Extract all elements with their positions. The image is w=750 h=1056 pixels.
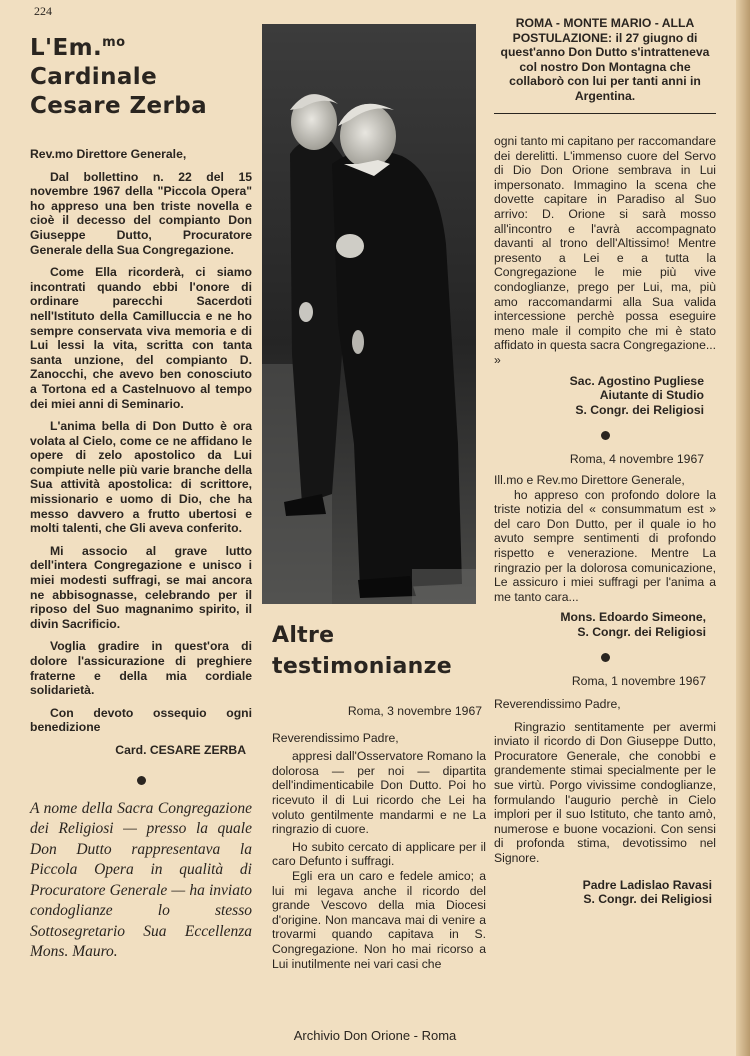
- signature-line: S. Congr. dei Religiosi: [577, 624, 706, 639]
- archive-footer: Archivio Don Orione - Roma: [293, 1028, 457, 1043]
- letter-date: Roma, 3 novembre 1967: [347, 704, 482, 718]
- letter-paragraph: Dal bollettino n. 22 del 15 novembre 1967 della "Piccola Opera" ho appreso una ben triste novella e cioè il decesso del compianto Don Giuseppe Dutto, Procuratore Generale della Sua Congregazione.: [30, 169, 252, 257]
- letter-salutation: Rev.mo Direttore Generale,: [30, 147, 187, 161]
- separator-dot: [137, 776, 146, 785]
- signature-line: Mons. Edoardo Simeone,: [560, 610, 706, 625]
- column-left: [30, 28, 252, 963]
- letter-date: Roma, 4 novembre 1967: [569, 452, 704, 467]
- photo-caption: ROMA - MONTE MARIO - ALLA POSTULAZIONE: il 27 giugno di quest'anno Don Dutto s'intratteneva col nostro Don Montagna che collaborò con lui per tanti anni in Argentina.: [500, 16, 710, 103]
- column-middle: [272, 620, 486, 971]
- letter-paragraph: Come Ella ricorderà, ci siamo incontrati quando ebbi l'onore di ordinare parecchi Sacerdoti nell'Istituto della Camilluccia e ne ho sempre conservata viva memoria e di Lui lessi la vita, scritta con tanta santa unzione, del compianto D. Zanocchi, che avevo ben conosciuto a Tortona ed a Castelnuovo al tempo dei miei anni di Seminario.: [30, 265, 252, 411]
- signature-line: Padre Ladislao Ravasi: [582, 877, 712, 892]
- separator-dot: [601, 431, 610, 440]
- letter-paragraph: Ho subito cercato di applicare per il caro Defunto i suffragi.: [272, 839, 486, 869]
- letter-paragraph: Egli era un caro e fedele amico; a lui mi legava anche il ricordo del grande Vescovo della mia Diocesi d'origine. Non mancava mai di venire a trovarmi quando capitava in S. Congregazione. Non ho mai ricorso a Lui inutilmente nei vari casi che: [272, 868, 486, 971]
- letter-signature: Card. CESARE ZERBA: [115, 742, 246, 757]
- letter-paragraph: ogni tanto mi capitano per raccomandare dei derelitti. L'immenso cuore del Servo di Dio Don Orione sembrava in Lui impersonato. Immagino la scena che dovette capitare in Paradiso al Suo arrivo: D. Orione si sarà mosso all'incontro e l'avrà accompagnato davanti al trono dell'Altissimo! Mentre presento a Lei e a tutta la Congregazione le mie più vive condoglianze, prego per Lui, ma, più amo raccomandarmi alla Sua valida intercessione perchè possa eseguire meno male il compito che mi è stato affidato in questa sacra Congregazione... »: [494, 134, 717, 367]
- letter-paragraph: appresi dall'Osservatore Romano la dolorosa — per noi — dipartita dell'indimenticabile Don Dutto. Poi ho ricevuto il di Lui ricordo che Lei ha voluto gentilmente mandarmi e ne La ringrazio di cuore.: [272, 749, 486, 837]
- italic-note: A nome della Sacra Congregazione dei Religiosi — presso la quale Don Dutto rappresentava la Piccola Opera in qualità di Procuratore Generale — ha inviato condoglianze lo stesso Sottosegretario Sua Eccellenza Mons. Mauro.: [30, 799, 252, 961]
- signature-line: S. Congr. dei Religiosi: [575, 402, 704, 417]
- letter-salutation: Reverendissimo Padre,: [272, 730, 399, 745]
- letter-paragraph: ho appreso con profondo dolore la triste notizia del « consummatum est » del caro Don Dutto, per il quale io ho avuto sempre sentimenti di profondo rispetto e venerazione. Mentre La ringrazio per la dolorosa comunicazione, Le assicuro i miei suffragi per l'anima a me tanto cara...: [494, 487, 716, 604]
- page-edge: [736, 0, 750, 1056]
- signature-line: Aiutante di Studio: [599, 388, 704, 403]
- page-number: 224: [34, 4, 52, 18]
- signature-line: Sac. Agostino Pugliese: [569, 373, 704, 388]
- letter-salutation: Ill.mo e Rev.mo Direttore Generale,: [494, 472, 685, 487]
- section-title: Altre testimonianze: [272, 623, 452, 679]
- column-right: [494, 16, 716, 907]
- letter-paragraph: Mi associo al grave lutto dell'intera Congregazione e unisco i miei modesti suffragi, se mai ancora ne abbisognasse, celebrando per il riposo del Suo magnanimo spirito, il divin Sacrificio.: [30, 543, 252, 631]
- article-title: L'Em.$^{mo}$ Cardinale Cesare Zerba: [30, 35, 208, 119]
- caption-divider: [494, 113, 716, 115]
- letter-salutation: Reverendissimo Padre,: [494, 697, 621, 712]
- letter-paragraph: L'anima bella di Don Dutto è ora volata al Cielo, come ce ne affidano le opere di zelo apostolico da Lui compiute nelle più varie branche della Sua attività apostolica: di scrittore, missionario e uomo di Dio, che ha messo davvero a frutto ubertosi e molti talenti, che Gli aveva conferito.: [30, 419, 252, 536]
- letter-paragraph: Voglia gradire in quest'ora di dolore l'assicurazione di preghiere fraterne e della mia cordiale solidarietà.: [30, 639, 252, 698]
- photo-two-priests: [262, 24, 476, 604]
- letter-paragraph: Con devoto ossequio ogni benedizione: [30, 705, 252, 735]
- letter-date: Roma, 1 novembre 1967: [571, 674, 706, 689]
- signature-line: S. Congr. dei Religiosi: [583, 892, 712, 907]
- letter-paragraph: Ringrazio sentitamente per avermi inviato il ricordo di Don Giuseppe Dutto, Procuratore Generale, che conobbi e grandemente stimai specialmente per le sue virtù. Porgo vivissime condoglianze, formulando l'augurio perchè in Cielo implori per il suo Istituto, che tanto amò, numerose e buone vocazioni. Con sensi di profonda stima, devotissimo nel Signore.: [494, 719, 716, 865]
- separator-dot: [601, 653, 610, 662]
